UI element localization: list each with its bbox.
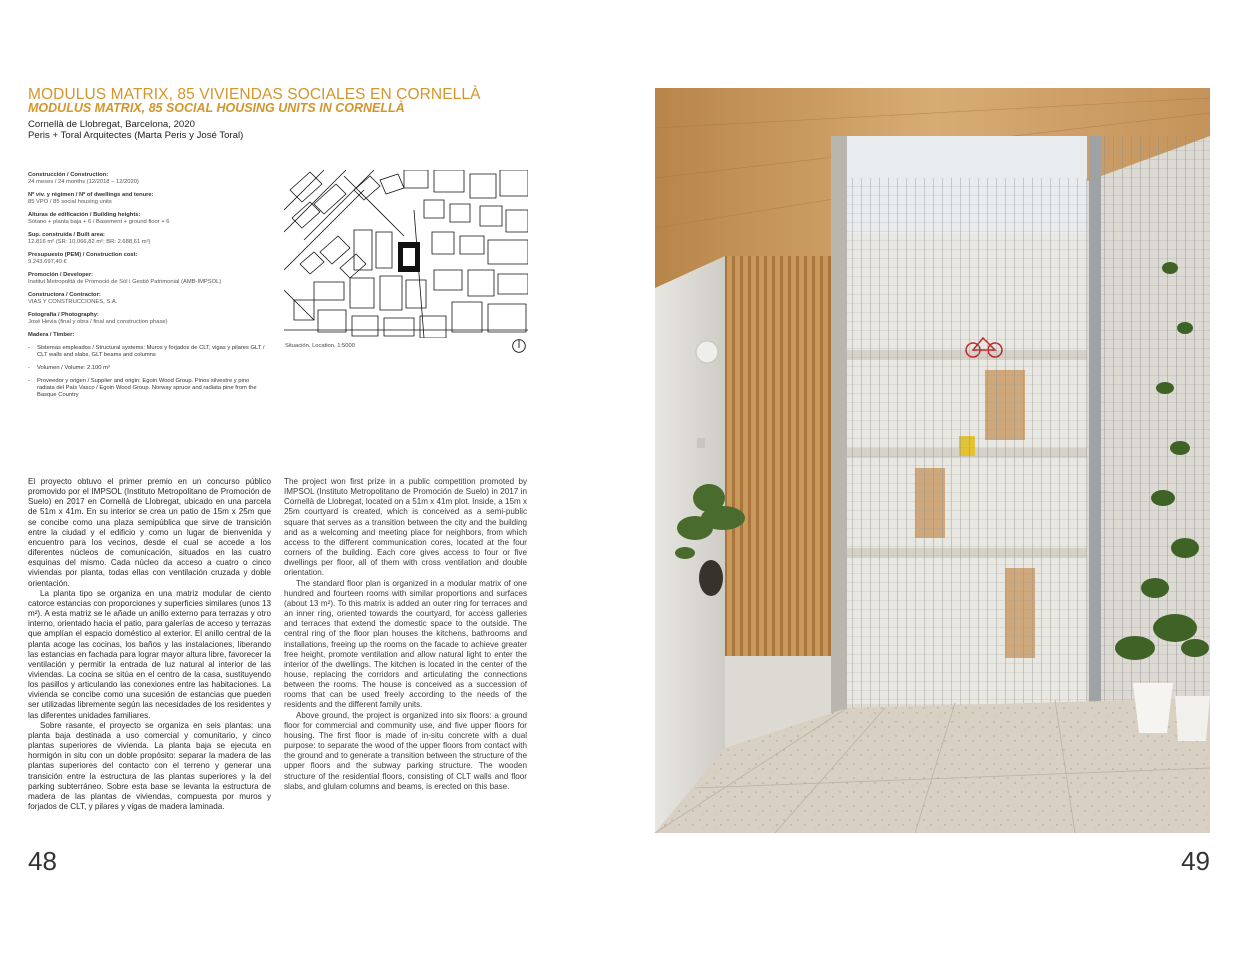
- paragraph: The project won first prize in a public competition promoted by IMPSOL (Instituto Metropolitano de Promoción de Suelo) in 2017 in Cornellà de Llobregat, located on a 51m x 41m plot. Inside, a 15m x 25m courtyard is created, which is conceived as a semi-public square that serves as a transition between the city and the building and as a welcoming and meeting place for neighbors, from which access to the different communication cores, located at the four corners of the building. Each core gives access to four or five dwellings per floor, all of them with cross ventilation and double orientation.: [284, 477, 527, 578]
- plan-caption: Situación. Location. 1:5000: [285, 343, 355, 349]
- body-text-es: [28, 477, 271, 812]
- page-number: 49: [1181, 846, 1210, 876]
- spec-item: Constructora / Contractor: VIAS Y CONSTRUCCIONES, S.A.: [28, 292, 118, 305]
- paragraph: El proyecto obtuvo el primer premio en un concurso público promovido por el IMPSOL (Instituto Metropolitano de Promoción de Suelo) en 2017 en Cornellà de Llobregat, ubicado en una parcela de 51m x 41m. En su interior se crea un patio de 15m x 25m que se concibe como una plaza semipública que sirve de transición entre la ciudad y el edificio y como un lugar de bienvenida y encuentro para los vecinos, desde el cual se accede a los diferentes núcleos de comunicación, situados en las cuatro esquinas del mismo. Cada núcleo da acceso a cuatro o cinco viviendas por planta, todas ellas con ventilación cruzada y doble orientación.: [28, 477, 271, 588]
- page-number: 48: [28, 846, 57, 876]
- right-page: [619, 0, 1238, 956]
- article-title-en: MODULUS MATRIX, 85 SOCIAL HOUSING UNITS IN CORNELLÀ: [28, 101, 405, 115]
- north-arrow-icon: [512, 339, 526, 353]
- spec-item: Presupuesto (PEM) / Construction cost: 9.243.697,40 €: [28, 252, 138, 265]
- spec-item: Nº viv. y régimen / Nº of dwellings and tenure: 85 VPO / 85 social housing units: [28, 192, 154, 205]
- body-text-en: [284, 477, 527, 792]
- paragraph: The standard floor plan is organized in a modular matrix of one hundred and fourteen rooms with similar proportions and surfaces (about 13 m²). To this matrix is added an outer ring for terraces and an inner ring, oriented towards the courtyard, for access galleries and terraces that extend the domestic space to the outside. The central ring of the floor plan houses the kitchens, bathrooms and installations, freeing up the rooms on the facade to achieve greater free height, promote ventilation and allow natural light to enter the interior of the dwellings. The kitchen is located in the center of the house, replacing the corridors and articulating the connections between the rooms. The house is conceived as a succession of rooms that can be used freely according to the needs of the residents and the different family units.: [284, 578, 527, 710]
- project-architects: Peris + Toral Arquitectes (Marta Peris y José Toral): [28, 130, 244, 141]
- spec-item: Fotografía / Photography: José Hevia (final y obra / final and construction phase): [28, 312, 168, 325]
- spec-item: Alturas de edificación / Building heights: Sótano + planta baja + 6 / Basement + ground floor + 6: [28, 212, 170, 225]
- project-specs: [28, 172, 268, 405]
- paragraph: La planta tipo se organiza en una matriz modular de ciento catorce estancias con proporciones y superficies similares (unos 13 m²). A esta matriz se le añade un anillo externo para terrazas y otro interno, orientado hacia el patio, para galerías de acceso y terrazas que amplían el espacio doméstico al exterior. El anillo central de la planta acoge las cocinas, los baños y las instalaciones, liberando las estancias en fachada para lograr mayor altura libre, favorecer la ventilación y permitir la entrada de luz natural al interior de las viviendas. La cocina se sitúa en el centro de la casa, sustituyendo los pasillos y articulando las conexiones entre las habitaciones. La vivienda se concibe como una sucesión de estancias que pueden ser utilizadas libremente según las necesidades de los residentes y las diferentes unidades familiares.: [28, 588, 271, 720]
- building-photo: [655, 88, 1210, 833]
- site-plan-drawing: [284, 170, 528, 338]
- project-location: Cornellà de Llobregat, Barcelona, 2020: [28, 119, 195, 130]
- project-meta: [28, 119, 243, 141]
- spec-item: Sup. construida / Built area: 12.816 m² (SR: 10.066,82 m²; BR: 2.688,61 m²): [28, 232, 151, 245]
- timber-item: - Sistemas empleados / Structural systems: Muros y forjados de CLT, vigas y pilares GLT / CLT walls and slabs, GLT beams and columns: [28, 345, 268, 359]
- paragraph: Sobre rasante, el proyecto se organiza en seis plantas: una planta baja destinada a uso comercial y comunitario, y cinco plantas superiores de vivienda. La planta baja se ejecuta en hormigón in situ con un doble propósito: separar la madera de las plantas superiores del contacto con el terreno y generar una transición entre la estructura de las plantas superiores y la del parking subterráneo. Sobre esta base se levanta la estructura de madera de las plantas de viviendas, compuesta por muros y forjados de CLT, y pilares y vigas de madera laminada.: [28, 720, 271, 811]
- timber-item: - Volumen / Volume: 2.100 m³: [28, 365, 268, 372]
- paragraph: Above ground, the project is organized into six floors: a ground floor for commercial and community use, and five upper floors for housing. The first floor is made of in-situ concrete with a dual purpose: to separate the wood of the upper floors from contact with the ground and to generate a transition between the structure of the upper floors and the subway parking structure. The wooden structure of the residential floors, consisting of CLT walls and floor slabs, and glulam columns and beams, is erected on this base.: [284, 710, 527, 791]
- spec-item: Promoción / Developer: Institut Metropolità de Promoció de Sòl i Gestió Patrimonial (AMB-IMPSOL): [28, 272, 222, 285]
- timber-heading: Madera / Timber:: [28, 332, 75, 338]
- article-title-es: MODULUS MATRIX, 85 VIVIENDAS SOCIALES EN CORNELLÀ: [28, 86, 481, 103]
- timber-item: - Proveedor y origen / Supplier and origin: Egoin Wood Group. Pinos silvestre y pino radiata del País Vasco / Egoin Wood Group. Norway spruce and radiata pine from the Basque Country: [28, 378, 268, 399]
- timber-list: [28, 345, 268, 399]
- spec-item: Construcción / Construction: 24 meses / 24 months (12/2018 – 12/2020): [28, 172, 139, 185]
